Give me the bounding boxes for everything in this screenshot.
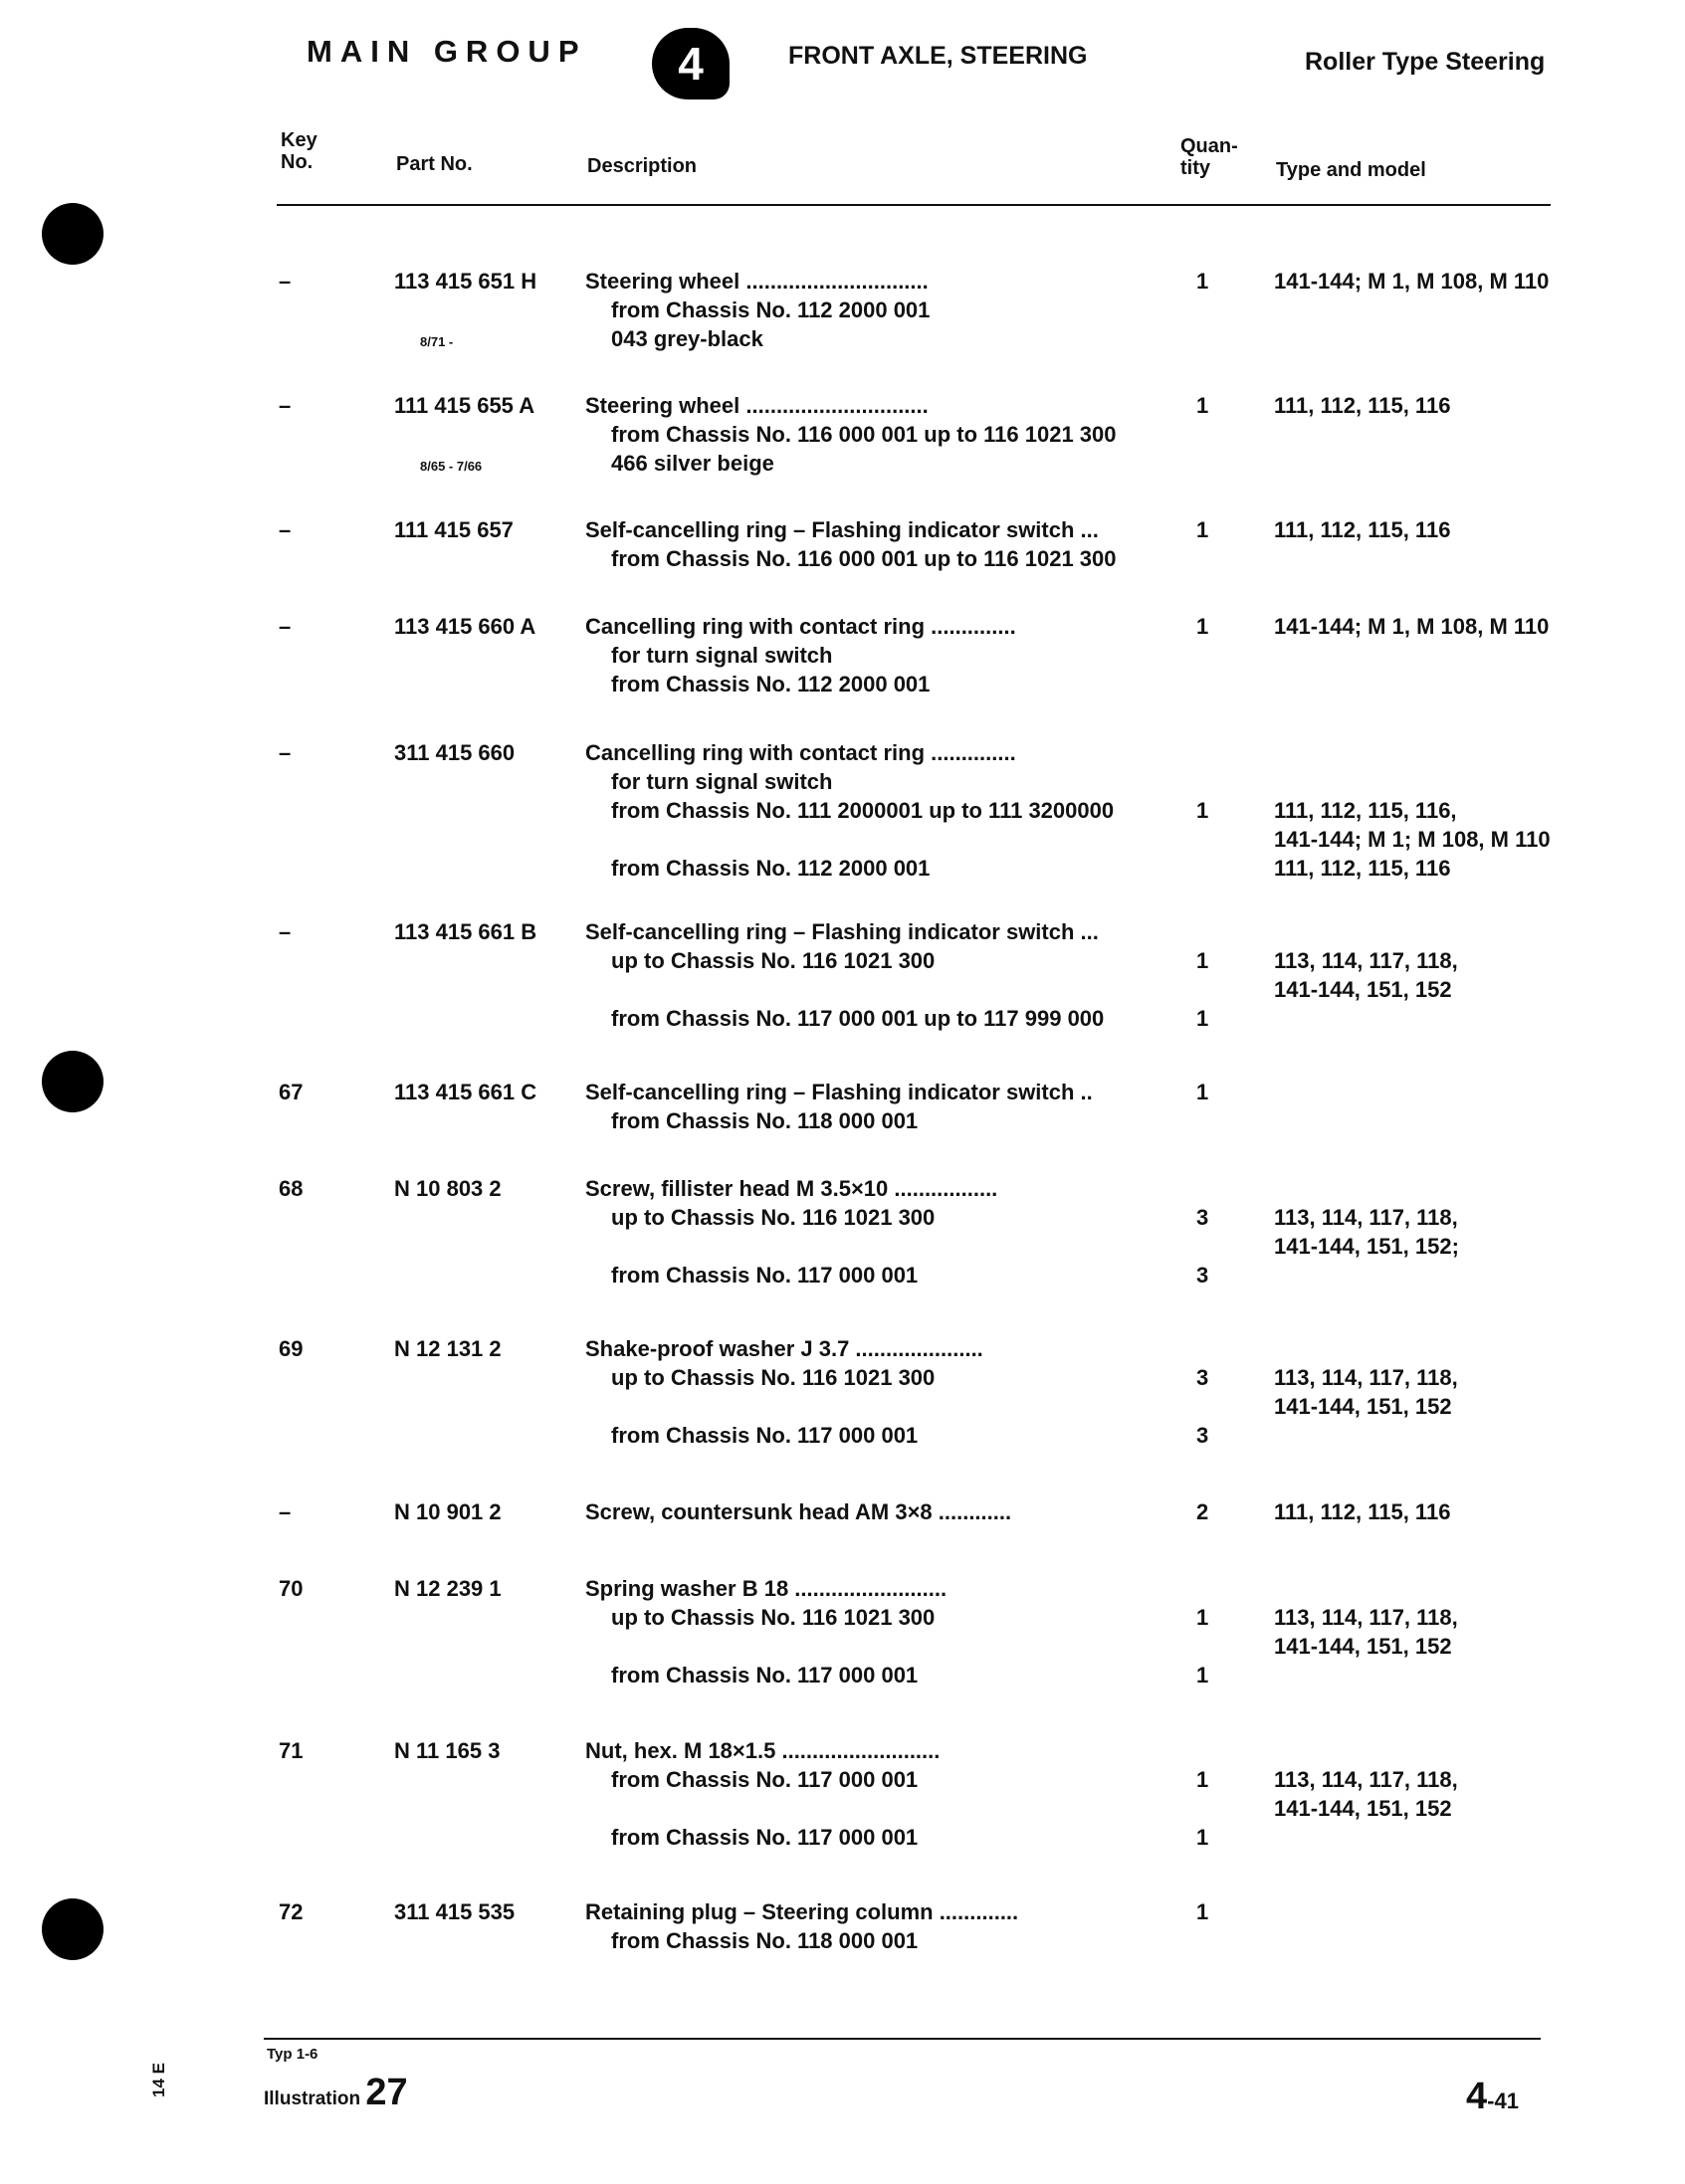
part-number: 113 415 651 H (394, 269, 537, 294)
type-model-line: 141-144, 151, 152 (1274, 1634, 1452, 1659)
type-model-line (1274, 767, 1592, 796)
quantity (1196, 1497, 1226, 1526)
type-and-model (1274, 1736, 1592, 1852)
part-number: 311 415 660 (394, 740, 516, 765)
group-title: FRONT AXLE, STEERING (788, 42, 1088, 70)
quantity-value (1196, 854, 1226, 883)
quantity-value (1196, 1794, 1226, 1823)
key-number: – (279, 269, 292, 294)
description-line: from Chassis No. 118 000 001 (611, 1108, 919, 1133)
type-and-model (1274, 1897, 1592, 1926)
quantity-value (1196, 1174, 1226, 1203)
description-line: from Chassis No. 112 2000 001 (611, 856, 931, 881)
type-and-model (1274, 1334, 1592, 1450)
description-line: from Chassis No. 112 2000 001 (611, 298, 931, 322)
description-line (585, 1232, 1162, 1261)
type-model-line: 141-144, 151, 152 (1274, 1394, 1452, 1419)
description-line: 043 grey-black (611, 326, 763, 351)
type-model-line: 111, 112, 115, 116 (1274, 1499, 1451, 1524)
type-model-line: 111, 112, 115, 116 (1274, 393, 1451, 418)
type-model-line: 113, 114, 117, 118, (1274, 1767, 1458, 1792)
type-model-line: 113, 114, 117, 118, (1274, 1365, 1458, 1390)
quantity-value: 1 (1196, 1767, 1209, 1792)
description-line: Steering wheel .............................. (585, 393, 929, 418)
production-date: 8/65 - 7/66 (420, 459, 483, 474)
key-number: – (279, 740, 292, 765)
quantity-value: 2 (1196, 1499, 1209, 1524)
type-model-line (1274, 1078, 1592, 1106)
type-model-line (1274, 1004, 1592, 1033)
type-and-model (1274, 391, 1592, 420)
description-line: from Chassis No. 117 000 001 (611, 1423, 919, 1448)
key-number: – (279, 517, 292, 542)
description-line: Screw, fillister head M 3.5×10 ................. (585, 1176, 998, 1201)
type-and-model (1274, 515, 1592, 544)
binder-hole-middle (42, 1051, 104, 1112)
part-number: 111 415 655 A (394, 393, 535, 418)
quantity-value: 1 (1196, 1899, 1209, 1924)
type-model-line (1274, 1823, 1592, 1852)
description-line: from Chassis No. 112 2000 001 (611, 672, 931, 696)
description (585, 1736, 1162, 1852)
type-model-line (1274, 738, 1592, 767)
part-number: N 10 803 2 (394, 1176, 502, 1201)
type-and-model (1274, 267, 1592, 296)
description (585, 738, 1162, 883)
quantity-value (1196, 825, 1226, 854)
description-line: for turn signal switch (611, 769, 833, 794)
part-number: N 12 131 2 (394, 1336, 502, 1361)
type-model-line (1274, 1421, 1592, 1450)
description-line: from Chassis No. 116 000 001 up to 116 1021 300 (611, 422, 1117, 447)
type-model-line: 113, 114, 117, 118, (1274, 948, 1458, 973)
description-line: from Chassis No. 117 000 001 (611, 1263, 919, 1288)
illustration-reference: Illustration 27 (264, 2072, 408, 2113)
quantity-value: 1 (1196, 517, 1209, 542)
description-line: Self-cancelling ring – Flashing indicator switch ... (585, 919, 1099, 944)
type-and-model (1274, 1497, 1592, 1526)
quantity (1196, 1334, 1226, 1450)
key-number: 69 (279, 1336, 304, 1361)
description (585, 1497, 1162, 1526)
description-line: from Chassis No. 117 000 001 (611, 1825, 919, 1850)
type-model-line: 141-144, 151, 152 (1274, 977, 1452, 1002)
type-model-line (1274, 1334, 1592, 1363)
description-line: Self-cancelling ring – Flashing indicator switch .. (585, 1080, 1093, 1104)
quantity-value (1196, 1392, 1226, 1421)
type-model-line (1274, 1174, 1592, 1203)
description-line: from Chassis No. 117 000 001 up to 117 999 000 (611, 1006, 1105, 1031)
production-date: 8/71 - (420, 334, 454, 349)
description-line: from Chassis No. 111 2000001 up to 111 3200000 (611, 798, 1115, 823)
type-model-line: 141-144; M 1; M 108, M 110 (1274, 827, 1551, 852)
quantity-value (1196, 1232, 1226, 1261)
quantity-value: 1 (1196, 948, 1209, 973)
type-and-model (1274, 1078, 1592, 1106)
type-model-line: 141-144; M 1, M 108, M 110 (1274, 614, 1550, 639)
key-number: 72 (279, 1899, 304, 1924)
quantity (1196, 612, 1226, 641)
quantity-value (1196, 1736, 1226, 1765)
type-and-model (1274, 738, 1592, 883)
description (585, 1334, 1162, 1450)
illustration-number: 27 (365, 2072, 408, 2113)
description (585, 1574, 1162, 1689)
part-number: 311 415 535 (394, 1899, 516, 1924)
description (585, 1078, 1162, 1135)
quantity-value: 1 (1196, 393, 1209, 418)
description-line: Steering wheel .............................. (585, 269, 929, 294)
quantity (1196, 1078, 1226, 1106)
quantity (1196, 1736, 1226, 1852)
key-number: – (279, 919, 292, 944)
quantity-value: 3 (1196, 1423, 1209, 1448)
quantity-value: 1 (1196, 269, 1209, 294)
type-model-line: 141-144; M 1, M 108, M 110 (1274, 269, 1550, 294)
description-line: Retaining plug – Steering column ............. (585, 1899, 1019, 1924)
quantity (1196, 1897, 1226, 1926)
type-model-line: 113, 114, 117, 118, (1274, 1605, 1458, 1630)
type-model-line (1274, 1736, 1592, 1765)
quantity-value: 1 (1196, 1825, 1209, 1850)
part-number: N 11 165 3 (394, 1738, 501, 1763)
description-line: Nut, hex. M 18×1.5 .......................... (585, 1738, 941, 1763)
description-line: Spring washer B 18 ......................... (585, 1576, 948, 1601)
type-model-line: 141-144, 151, 152; (1274, 1234, 1459, 1259)
description-line: Shake-proof washer J 3.7 ..................... (585, 1336, 983, 1361)
quantity-value: 1 (1196, 798, 1209, 823)
type-model-line (1274, 1574, 1592, 1603)
part-number: 113 415 661 C (394, 1080, 537, 1104)
type-and-model (1274, 612, 1592, 641)
type-and-model (1274, 917, 1592, 1033)
description (585, 267, 1162, 353)
key-number: 70 (279, 1576, 304, 1601)
part-number: 111 415 657 (394, 517, 514, 542)
key-number: 68 (279, 1176, 304, 1201)
type-model-line: 111, 112, 115, 116, (1274, 798, 1457, 823)
col-header-quantity: Quan- tity (1180, 135, 1238, 179)
quantity (1196, 738, 1226, 883)
type-model-line (1274, 1661, 1592, 1689)
type-and-model (1274, 1574, 1592, 1689)
quantity (1196, 391, 1226, 420)
description-line: from Chassis No. 117 000 001 (611, 1767, 919, 1792)
description-line: up to Chassis No. 116 1021 300 (611, 1365, 936, 1390)
quantity (1196, 267, 1226, 296)
description-line: from Chassis No. 116 000 001 up to 116 1021 300 (611, 546, 1117, 571)
type-range-note: Typ 1-6 (267, 2046, 318, 2063)
description (585, 1174, 1162, 1290)
type-model-line (1274, 917, 1592, 946)
binder-hole-top (42, 203, 104, 265)
quantity-value (1196, 975, 1226, 1004)
quantity-value (1196, 1334, 1226, 1363)
col-header-type-model: Type and model (1276, 159, 1426, 181)
quantity (1196, 515, 1226, 544)
quantity (1196, 917, 1226, 1033)
description-line (585, 825, 1162, 854)
description-line: up to Chassis No. 116 1021 300 (611, 1205, 936, 1230)
quantity-value (1196, 1632, 1226, 1661)
description (585, 515, 1162, 573)
type-model-line: 111, 112, 115, 116 (1274, 856, 1451, 881)
key-number: – (279, 1499, 292, 1524)
quantity-value: 3 (1196, 1365, 1209, 1390)
quantity-value: 1 (1196, 1080, 1209, 1104)
description (585, 1897, 1162, 1955)
type-model-line: 113, 114, 117, 118, (1274, 1205, 1458, 1230)
quantity-value: 1 (1196, 1006, 1209, 1031)
type-model-line (1274, 1897, 1592, 1926)
footer-divider (264, 2038, 1541, 2040)
description (585, 612, 1162, 698)
description-line: Screw, countersunk head AM 3×8 ............ (585, 1499, 1012, 1524)
page-number: 4-41 (1466, 2076, 1519, 2117)
quantity-value: 3 (1196, 1263, 1209, 1288)
quantity-value: 1 (1196, 614, 1209, 639)
quantity-value (1196, 767, 1226, 796)
key-number: 71 (279, 1738, 304, 1763)
type-model-line: 111, 112, 115, 116 (1274, 517, 1451, 542)
key-number: – (279, 614, 292, 639)
col-header-part-no: Part No. (396, 153, 473, 175)
part-number: 113 415 660 A (394, 614, 536, 639)
key-number: 67 (279, 1080, 304, 1104)
description-line: up to Chassis No. 116 1021 300 (611, 1605, 936, 1630)
description-line (585, 975, 1162, 1004)
quantity (1196, 1174, 1226, 1290)
description-line: Self-cancelling ring – Flashing indicator switch ... (585, 517, 1099, 542)
part-number: N 12 239 1 (394, 1576, 502, 1601)
description-line: for turn signal switch (611, 643, 833, 668)
description-line: from Chassis No. 117 000 001 (611, 1663, 919, 1688)
quantity-value (1196, 917, 1226, 946)
quantity-value (1196, 738, 1226, 767)
side-code: 14 E (149, 2063, 168, 2097)
quantity (1196, 1574, 1226, 1689)
description-line (585, 1632, 1162, 1661)
group-number-badge: 4 (652, 28, 730, 99)
description-line: from Chassis No. 118 000 001 (611, 1928, 919, 1953)
description-line: Cancelling ring with contact ring .............. (585, 614, 1016, 639)
col-header-key-no: Key No. (281, 129, 317, 173)
type-model-line: 141-144, 151, 152 (1274, 1796, 1452, 1821)
description-line (585, 1392, 1162, 1421)
type-and-model (1274, 1174, 1592, 1290)
description-line: up to Chassis No. 116 1021 300 (611, 948, 936, 973)
description-line (585, 1794, 1162, 1823)
quantity-value: 3 (1196, 1205, 1209, 1230)
header-divider (277, 204, 1551, 206)
part-number: N 10 901 2 (394, 1499, 502, 1524)
quantity-value: 1 (1196, 1663, 1209, 1688)
description-line: 466 silver beige (611, 451, 774, 476)
description (585, 391, 1162, 478)
quantity-value (1196, 1574, 1226, 1603)
quantity-value: 1 (1196, 1605, 1209, 1630)
type-model-line (1274, 1261, 1592, 1290)
main-group-label: MAIN GROUP (307, 34, 587, 69)
key-number: – (279, 393, 292, 418)
binder-hole-bottom (42, 1898, 104, 1960)
group-subtitle: Roller Type Steering (1305, 48, 1546, 76)
part-number: 113 415 661 B (394, 919, 537, 944)
description (585, 917, 1162, 1033)
description-line: Cancelling ring with contact ring .............. (585, 740, 1016, 765)
col-header-description: Description (587, 155, 698, 177)
